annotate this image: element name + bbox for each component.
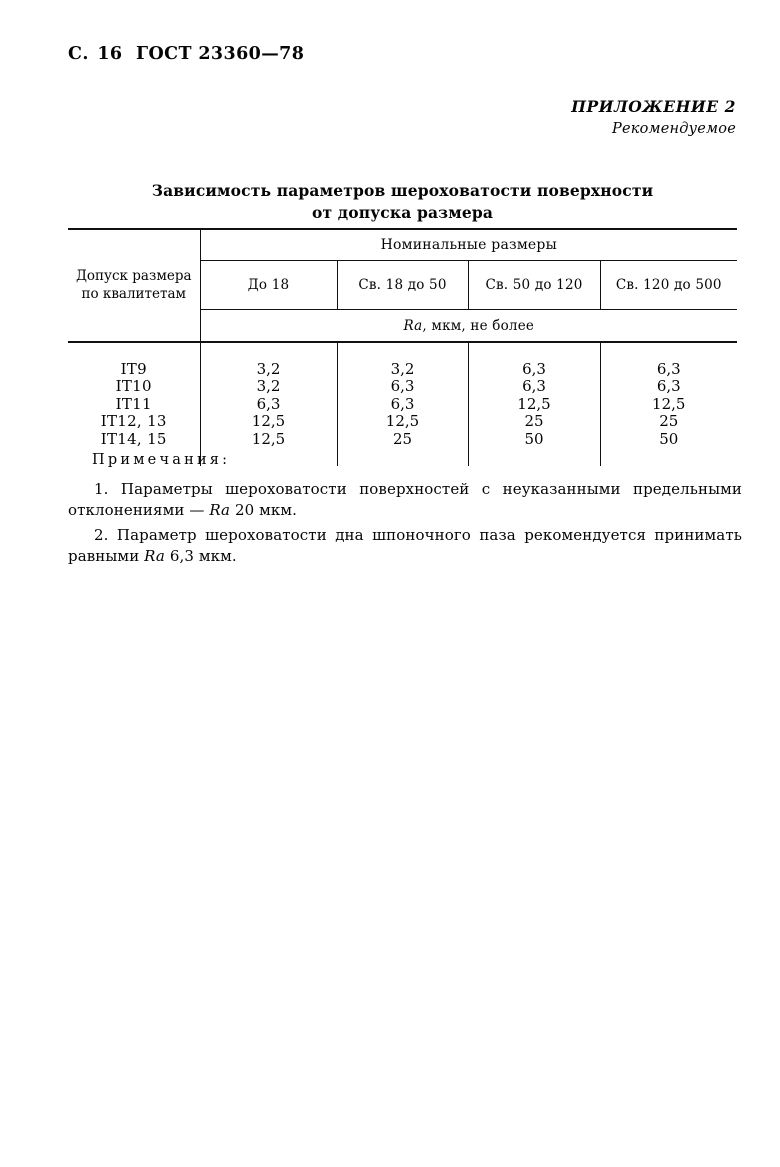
roughness-tolerance-table	[68, 228, 737, 466]
spacer-c1	[337, 342, 468, 361]
stub-header-line-2: по квалитетам	[81, 285, 187, 302]
row-1-value-3: 6,3	[656, 377, 681, 396]
column-header-2: Св. 50 до 120	[468, 261, 600, 310]
unit-symbol-ra: Ra	[403, 317, 423, 334]
note-1-text-after: 20 мкм.	[230, 501, 297, 520]
row-2-value-1: 6,3	[337, 396, 468, 414]
row-0-value-1: 3,2	[337, 361, 468, 379]
row-grade-1: IT10	[115, 377, 152, 396]
row-3-value-0: 12,5	[200, 413, 337, 431]
note-2-symbol-ra: Ra	[144, 546, 165, 565]
page-running-head	[68, 44, 304, 64]
table-row	[68, 413, 737, 431]
table-row	[68, 431, 737, 449]
row-3-value-3: 25	[659, 412, 679, 431]
row-2-value-3: 12,5	[652, 394, 686, 413]
table-header-section	[68, 228, 737, 341]
row-3-value-2: 25	[468, 413, 600, 431]
table-row	[68, 378, 737, 396]
table-caption-line-2: от допуска размера	[311, 203, 494, 222]
row-0-value-2: 6,3	[468, 361, 600, 379]
note-2-text-before: 2. Параметр шероховатости дна шпоночного паза рекомендуется принимать равными	[68, 525, 742, 565]
annex-subtitle: Рекомендуемое	[612, 121, 736, 138]
notes-heading: Примечания:	[92, 452, 231, 468]
row-4-value-2: 50	[468, 431, 600, 449]
table-group-header-row	[68, 229, 737, 261]
table-row	[68, 396, 737, 414]
note-1-text-before: 1. Параметры шероховатости поверхностей с неуказанными предельными отклонениями —	[68, 480, 742, 520]
annex-title: ПРИЛОЖЕНИЕ 2	[571, 97, 736, 116]
row-0-value-3: 6,3	[656, 359, 681, 378]
group-header-nominal-sizes: Номинальные размеры	[200, 229, 737, 261]
table-row	[68, 361, 737, 379]
table-body-zone	[68, 341, 737, 466]
row-2-value-2: 12,5	[468, 396, 600, 414]
spacer-stub	[68, 342, 200, 361]
row-1-value-0: 3,2	[200, 378, 337, 396]
stub-header-cell	[68, 229, 200, 341]
row-4-value-1: 25	[337, 431, 468, 449]
note-1-symbol-ra: Ra	[209, 501, 231, 520]
page-number: 16	[97, 44, 123, 64]
table-data-section	[68, 341, 737, 466]
row-1-value-2: 6,3	[468, 378, 600, 396]
row-grade-4: IT14, 15	[100, 429, 167, 448]
row-grade-3: IT12, 13	[100, 412, 167, 431]
note-item-1	[68, 479, 742, 522]
unit-row-text: , мкм, не более	[422, 317, 535, 334]
row-3-value-1: 12,5	[337, 413, 468, 431]
row-4-value-0: 12,5	[200, 431, 337, 449]
spacer-c0	[200, 342, 337, 361]
notes-block	[68, 452, 742, 570]
row-grade-0: IT9	[120, 359, 147, 378]
note-item-2	[68, 525, 742, 568]
row-1-value-1: 6,3	[337, 378, 468, 396]
table-caption	[68, 180, 737, 224]
row-2-value-0: 6,3	[200, 396, 337, 414]
annex-block	[571, 96, 736, 140]
unit-row-ra	[200, 310, 737, 342]
stub-header-line-1: Допуск размера	[75, 267, 192, 284]
column-header-3: Св. 120 до 500	[600, 261, 737, 310]
page-label: С.	[68, 44, 89, 64]
spacer-c2	[468, 342, 600, 361]
spacer-c3	[600, 342, 737, 361]
row-0-value-0: 3,2	[200, 361, 337, 379]
column-header-1: Св. 18 до 50	[337, 261, 468, 310]
table-body-top-spacer-row	[68, 342, 737, 361]
table-caption-line-1: Зависимость параметров шероховатости поверхности	[151, 181, 654, 200]
row-4-value-3: 50	[659, 429, 679, 448]
row-grade-2: IT11	[115, 394, 152, 413]
column-header-0: До 18	[200, 261, 337, 310]
standard-designation: ГОСТ 23360—78	[135, 44, 305, 64]
note-2-text-after: 6,3 мкм.	[164, 546, 237, 565]
